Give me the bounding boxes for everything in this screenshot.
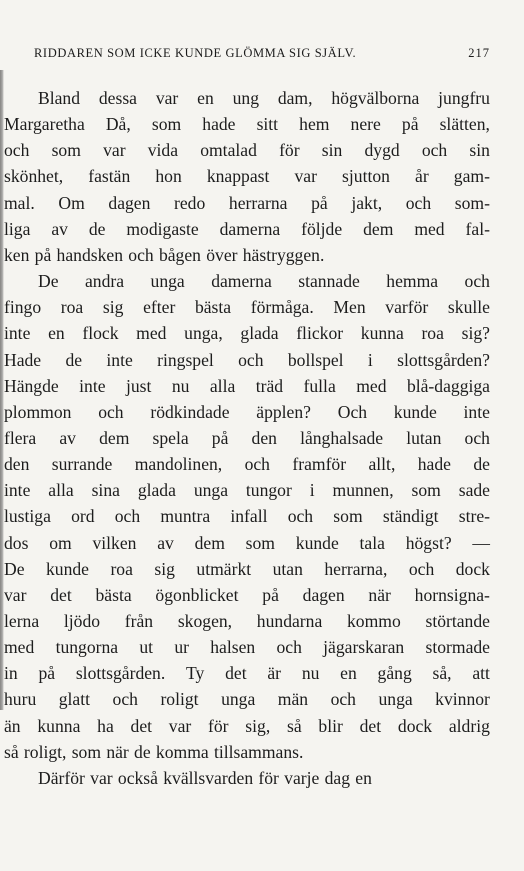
text-line: huru glatt och roligt unga män och unga kvinnor <box>4 689 490 710</box>
text-line: flera av dem spela på den långhalsade lutan och <box>4 427 490 448</box>
text-line: Bland dessa var en ung dam, högvälborna jungfru <box>38 88 490 108</box>
text-line: med tungorna ut ur halsen och jägarskaran stormade <box>4 637 490 658</box>
text-line: mal. Om dagen redo herrarna på jakt, och som- <box>4 192 490 213</box>
text-line: Hade de inte ringspel och bollspel i slottsgården? <box>4 349 490 370</box>
text-line: De andra unga damerna stannade hemma och <box>38 271 490 292</box>
text-line: var det bästa ögonblicket på dagen när hornsigna- <box>4 584 490 605</box>
text-line: den surrande mandolinen, och framför allt, hade de <box>4 454 490 475</box>
text-line: lustiga ord och muntra infall och som ständigt stre- <box>4 506 490 527</box>
text-line: Därför var också kvällsvarden för varje dag en <box>38 767 372 788</box>
text-line: lerna ljödo från skogen, hundarna kommo störtande <box>4 611 490 631</box>
text-line: Margaretha Då, som hade sitt hem nere på slätten, <box>4 114 490 135</box>
text-line: och som var vida omtalad för sin dygd och sin <box>4 140 490 161</box>
running-head: RIDDAREN SOM ICKE KUNDE GLÖMMA SIG SJÄLV. <box>34 46 357 60</box>
text-line: inte en flock med unga, glada flickor kunna roa sig? <box>4 323 490 344</box>
text-line: plommon och rödkindade äpplen? Och kunde inte <box>4 401 490 422</box>
text-line: skönhet, fastän hon knappast var sjutton år gam- <box>4 166 490 187</box>
text-line: så roligt, som när de komma tillsammans. <box>4 741 304 762</box>
text-line: än kunna ha det var för sig, så blir det dock aldrig <box>4 715 490 736</box>
text-line: dos om vilken av dem som kunde tala högst? — <box>4 532 490 553</box>
text-line: Hängde inte just nu alla träd fulla med blå-daggiga <box>4 375 490 396</box>
text-line: De kunde roa sig utmärkt utan herrarna, och dock <box>4 558 490 579</box>
page-number: 217 <box>468 46 490 60</box>
text-line: fingo roa sig efter bästa förmåga. Men varför skulle <box>4 297 490 318</box>
text-line: inte alla sina glada unga tungor i munnen, som sade <box>4 480 490 501</box>
text-line: ken på handsken och bågen över hästryggen. <box>4 244 325 265</box>
text-line: in på slottsgården. Ty det är nu en gång så, att <box>4 663 490 684</box>
text-line: liga av de modigaste damerna följde dem med fal- <box>4 218 490 239</box>
